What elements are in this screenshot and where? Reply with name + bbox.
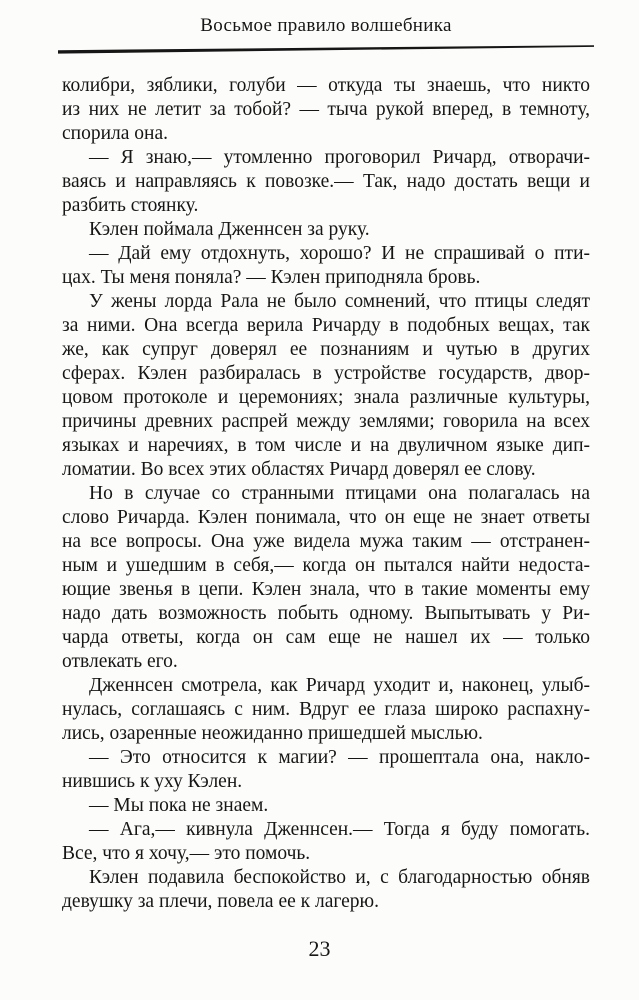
text-line: Все, что я хочу,— это помочь. bbox=[62, 843, 311, 864]
text-line: разбить стоянку. bbox=[62, 195, 199, 216]
text-line: — Это относится к магии? — прошептала она, накло- bbox=[89, 747, 590, 768]
running-header-title: Восьмое правило волшебника bbox=[200, 15, 452, 36]
paragraph bbox=[62, 482, 590, 674]
text-line: — Ага,— кивнула Дженнсен.— Тогда я буду помогать. bbox=[89, 819, 590, 840]
text-line: Кэлен подавила беспокойство и, с благодарностью обняв bbox=[89, 867, 590, 888]
text-line: цах. Ты меня поняла? — Кэлен приподняла бровь. bbox=[62, 267, 481, 288]
text-line: — Дай ему отдохнуть, хорошо? И не спрашивай о пти- bbox=[89, 243, 590, 264]
text-line: слово Ричарда. Кэлен понимала, что он еще не знает ответы bbox=[62, 507, 590, 528]
paragraph bbox=[62, 74, 590, 146]
text-line: нившись к уху Кэлен. bbox=[62, 771, 243, 792]
paragraph bbox=[62, 746, 590, 794]
text-line: лись, озаренные неожиданно пришедшей мыслью. bbox=[62, 723, 483, 744]
page-number: 23 bbox=[308, 936, 331, 961]
paragraph bbox=[62, 794, 590, 818]
page-body bbox=[62, 74, 590, 914]
text-line: Дженнсен смотрела, как Ричард уходит и, наконец, улыб- bbox=[89, 675, 590, 696]
text-line: нулась, соглашаясь с ним. Вдруг ее глаза широко распахну- bbox=[62, 699, 590, 720]
text-line: — Я знаю,— утомленно проговорил Ричард, отворачи- bbox=[89, 147, 590, 168]
text-line: ваясь и направляясь к повозке.— Так, надо достать вещи и bbox=[62, 171, 590, 192]
paragraph bbox=[62, 290, 590, 482]
header-rule bbox=[58, 42, 594, 56]
text-line: колибри, зяблики, голуби — откуда ты знаешь, что никто bbox=[62, 75, 590, 96]
text-line: языках и наречиях, в том числе и на двуличном языке дип- bbox=[62, 435, 590, 456]
paragraph bbox=[62, 818, 590, 866]
text-line: причины древних распрей между землями; говорила на всех bbox=[62, 411, 590, 432]
paragraph bbox=[62, 242, 590, 290]
text-line: ным и ушедшим в себя,— когда он пытался найти недоста- bbox=[62, 555, 590, 576]
text-line: на все вопросы. Она уже видела мужа таким — отстранен- bbox=[62, 531, 590, 552]
text-line: девушку за плечи, повела ее к лагерю. bbox=[62, 891, 379, 912]
text-line: ющие звенья в цепи. Кэлен знала, что в такие моменты ему bbox=[62, 579, 590, 600]
text-line: Кэлен поймала Дженнсен за руку. bbox=[89, 219, 370, 240]
paragraph bbox=[62, 866, 590, 914]
text-line: сферах. Кэлен разбиралась в устройстве государств, двор- bbox=[62, 363, 590, 384]
text-line: — Мы пока не знаем. bbox=[89, 795, 269, 816]
text-line: отвлекать его. bbox=[62, 651, 178, 672]
text-line: из них не летит за тобой? — тыча рукой вперед, в темноту, bbox=[62, 99, 590, 120]
text-line: У жены лорда Рала не было сомнений, что птицы следят bbox=[89, 291, 590, 312]
text-line: цовом протоколе и церемониях; знала различные культуры, bbox=[62, 387, 590, 408]
text-line: спорила она. bbox=[62, 123, 169, 144]
text-line: чарда ответы, когда он сам еще не нашел их — только bbox=[62, 627, 590, 648]
text-line: же, как супруг доверял ее познаниям и чутью в других bbox=[62, 339, 590, 360]
text-line: Но в случае со странными птицами она полагалась на bbox=[89, 483, 590, 504]
paragraph bbox=[62, 674, 590, 746]
text-line: надо дать возможность побыть одному. Выпытывать у Ри- bbox=[62, 603, 590, 624]
text-line: ломатии. Во всех этих областях Ричард доверял ее слову. bbox=[62, 459, 536, 480]
paragraph bbox=[62, 146, 590, 218]
paragraph bbox=[62, 218, 590, 242]
text-line: за ними. Она всегда верила Ричарду в подобных вещах, так bbox=[62, 315, 590, 336]
